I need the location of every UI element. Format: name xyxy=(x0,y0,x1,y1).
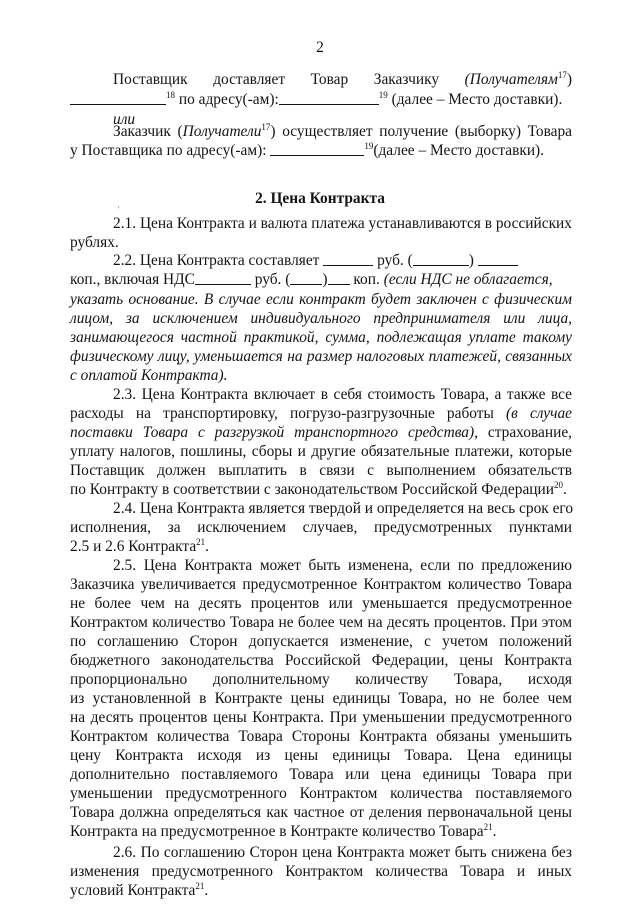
blank-field xyxy=(290,272,322,285)
text-span: (если НДС не облагается, xyxy=(383,271,553,288)
word-delivers: доставляет xyxy=(213,71,286,88)
delivery-line-1 xyxy=(113,72,572,87)
text-span: (в случае xyxy=(506,405,572,422)
text-span: . xyxy=(205,538,210,555)
clause-2-5-line-8: из установленной в Контракте цены единицы Товара, но не более чем xyxy=(70,690,572,707)
blank-field xyxy=(195,272,251,285)
clause-2-5-line-13: уменьшении предусмотренного Контрактом количества поставляемого xyxy=(70,785,572,802)
footnote-ref: 18 xyxy=(166,90,175,100)
blank-field xyxy=(279,92,379,105)
clause-2-3-line-1: 2.3. Цена Контракта включает в себя стоимость Товара, а также все xyxy=(113,386,572,403)
place-text: (далее – Место доставки). xyxy=(373,142,545,159)
page-number: 2 xyxy=(316,39,324,56)
clause-2-5-line-10: Контрактом количества Товара Стороны Контракта обязаны уменьшить xyxy=(70,728,572,745)
by-address-text: по адресу(-ам): xyxy=(175,91,279,108)
clause-2-2-line-2 xyxy=(70,272,553,287)
section-title: 2. Цена Контракта xyxy=(255,190,385,207)
clause-2-6-line-1: 2.6. По соглашению Сторон цена Контракта может быть снижена без xyxy=(113,844,572,861)
stray-mark: ' xyxy=(118,205,120,214)
clause-2-3-line-2 xyxy=(70,406,572,421)
text-span: ) xyxy=(468,252,474,269)
word-goods: Товар xyxy=(310,71,349,88)
text-span: Контракта на предусмотренное в Контракте количество Товара xyxy=(70,823,484,840)
close-paren: ) xyxy=(566,71,572,88)
text-span: . xyxy=(492,823,497,840)
clause-2-4-line-2: исполнения, за исключением случаев, предусмотренных пунктами xyxy=(70,519,572,536)
clause-2-6-line-2: изменения предусмотренного Контрактом количества Товара и иных xyxy=(70,863,572,880)
footnote-ref: 21 xyxy=(196,537,206,547)
word-recipients: (Получателям xyxy=(464,71,558,88)
clause-2-3-line-4: уплату налогов, пошлины, сборы и другие обязательные платежи, которые xyxy=(70,443,572,460)
text-span: ) xyxy=(322,271,328,288)
clause-2-4-line-3 xyxy=(70,539,209,554)
word-supplier: Поставщик xyxy=(113,71,188,88)
clause-2-2-line-6: физическому лицу, уменьшается на размер налоговых платежей, связанных xyxy=(70,348,572,365)
clause-2-2-line-7: с оплатой Контракта). xyxy=(70,367,228,384)
text-span: , страхование, xyxy=(474,424,572,441)
blank-field xyxy=(323,253,373,266)
footnote-ref: 17 xyxy=(557,70,567,80)
footnote-ref: 21 xyxy=(483,822,493,832)
blank-field xyxy=(328,272,350,285)
clause-2-5-line-5: по соглашению Сторон допускается изменение, с учетом положений xyxy=(70,633,572,650)
clause-2-2-line-3: указать основание. В случае если контракт будет заключен с физическим xyxy=(70,291,572,308)
clause-2-1-line-2: рублях. xyxy=(70,234,119,251)
text-span: расходы на транспортировку, погрузо-разгрузочные работы xyxy=(70,405,506,422)
text-span: ) осуществляет получение (выборку) Товара xyxy=(270,123,572,140)
footnote-ref: 19 xyxy=(378,90,388,100)
text-span: коп. xyxy=(349,271,384,288)
clause-2-5-line-15 xyxy=(70,824,496,839)
footnote-ref: 20 xyxy=(554,480,563,490)
clause-2-2-line-4: лицом, за исключением индивидуального предпринимателя или лица, xyxy=(70,310,572,327)
blank-field xyxy=(70,92,166,105)
clause-2-5-line-4: Контрактом количество Товара не более чем на десять процентов. При этом xyxy=(70,614,572,631)
recipients-group xyxy=(465,72,572,87)
word-customer: Заказчику xyxy=(373,71,440,88)
place-text: (далее – Место доставки). xyxy=(387,91,563,108)
blank-field xyxy=(478,253,518,266)
footnote-ref: 19 xyxy=(364,141,374,151)
text-span: коп., включая НДС xyxy=(70,271,195,288)
text-span: у Поставщика по адресу(-ам): xyxy=(70,142,271,159)
clause-2-6-line-3 xyxy=(70,883,208,898)
clause-2-3-line-3 xyxy=(70,425,572,440)
clause-2-5-line-7: пропорционально дополнительному количеству Товара, исходя xyxy=(70,671,572,688)
clause-2-2-line-1 xyxy=(113,253,518,268)
text-span: 2.2. Цена Контракта составляет xyxy=(113,252,320,269)
blank-field xyxy=(270,143,364,156)
blank-field xyxy=(413,253,469,266)
word-recipients: Получатели xyxy=(182,123,262,140)
clause-2-4-line-1: 2.4. Цена Контракта является твердой и определяется на весь срок его xyxy=(113,500,574,517)
text-span: условий Контракта xyxy=(70,882,196,899)
clause-2-5-line-14: Товара должна определяться как частное от деления первоначальной цены xyxy=(70,804,572,821)
clause-2-5-line-12: дополнительно поставляемого Товара или цена единицы Товара при xyxy=(70,766,572,783)
delivery-line-2 xyxy=(70,92,562,107)
clause-2-3-line-5: Поставщик должен выплатить в связи с выполнением обязательств xyxy=(70,462,572,479)
text-span: руб. ( xyxy=(250,271,291,288)
delivery-alt-line-2 xyxy=(70,143,544,158)
clause-2-5-line-2: Заказчика увеличивается предусмотренное Контрактом количество Товара xyxy=(70,576,572,593)
clause-2-5-line-9: на десять процентов цены Контракта. При уменьшении предусмотренного xyxy=(70,709,572,726)
clause-2-5-line-3: не более чем на десять процентов или уменьшается предусмотренное xyxy=(70,595,572,612)
text-span: . xyxy=(204,882,209,899)
text-span: 2.5 и 2.6 Контракта xyxy=(70,538,197,555)
clause-2-2-line-5: занимающегося частной практикой, сумма, подлежащая уплате такому xyxy=(70,329,572,346)
text-span: по Контракту в соответствии с законодательством Российской Федерации xyxy=(70,481,554,498)
clause-2-1-line-1: 2.1. Цена Контракта и валюта платежа устанавливаются в российских xyxy=(113,215,572,232)
footnote-ref: 21 xyxy=(195,881,205,891)
text-span: Заказчик ( xyxy=(113,123,183,140)
text-span: . xyxy=(563,481,567,498)
clause-2-5-line-6: бюджетного законодательства Российской Федерации, цены Контракта xyxy=(70,652,572,669)
delivery-alt-line-1 xyxy=(113,124,572,139)
or-text: или xyxy=(113,111,136,128)
text-span: руб. ( xyxy=(373,252,413,269)
footnote-ref: 17 xyxy=(261,122,271,132)
clause-2-3-line-6 xyxy=(70,482,567,497)
clause-2-5-line-1: 2.5. Цена Контракта может быть изменена, если по предложению xyxy=(113,557,572,574)
clause-2-5-line-11: цену Контракта исходя из цены единицы Товара. Цена единицы xyxy=(70,747,572,764)
text-span: поставки Товара с разгрузкой транспортного средства) xyxy=(70,424,475,441)
